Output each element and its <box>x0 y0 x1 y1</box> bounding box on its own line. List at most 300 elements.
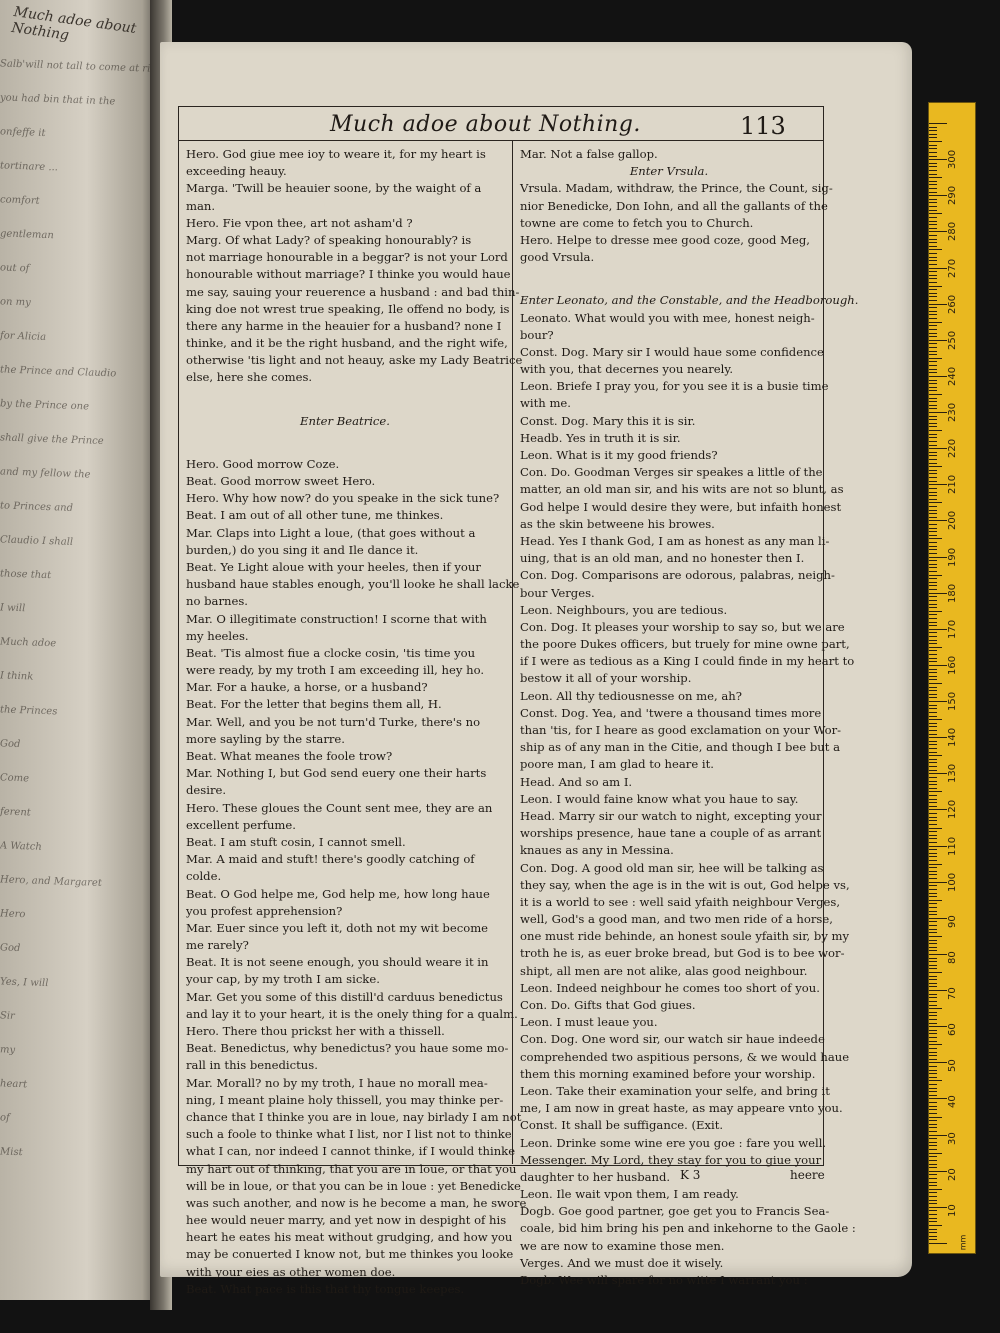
facing-page-line: the Prince and Claudio <box>0 364 117 380</box>
facing-page-line: Yes, I will <box>0 976 49 990</box>
ruler-tick <box>929 954 947 955</box>
ruler-tick <box>929 137 937 138</box>
ruler-tick <box>929 907 937 908</box>
page-number: 113 <box>740 112 786 140</box>
ruler-tick <box>929 622 937 623</box>
ruler-tick <box>929 152 937 153</box>
text-line: comprehended two aspitious persons, & we would haue <box>520 1049 850 1064</box>
text-line: them this morning examined before your worship. <box>520 1066 816 1081</box>
ruler-tick <box>929 358 942 359</box>
ruler-tick <box>929 340 947 341</box>
ruler-tick <box>929 354 937 355</box>
ruler-tick <box>929 1124 937 1125</box>
text-line: me rarely? <box>186 938 249 953</box>
facing-page-line: comfort <box>0 194 40 207</box>
ruler-tick <box>929 416 937 417</box>
text-line: coale, bid him bring his pen and inkehorne to the Gaole : <box>520 1221 856 1236</box>
facing-page-line: tortinare ... <box>0 160 58 174</box>
text-line: excellent perfume. <box>186 817 296 832</box>
facing-page-line: gentleman <box>0 228 54 242</box>
text-line: else, here she comes. <box>186 370 313 385</box>
ruler-tick <box>929 1012 937 1013</box>
facing-page-line: onfeffe it <box>0 126 46 139</box>
text-line: Beat. O God helpe me, God help me, how long haue <box>186 886 490 901</box>
ruler-tick <box>929 813 937 814</box>
text-line: desire. <box>186 783 227 798</box>
text-line: shipt, all men are not alike, alas good neighbour. <box>520 963 808 978</box>
ruler-tick <box>929 253 937 254</box>
ruler-tick <box>929 1207 947 1208</box>
ruler-tick <box>929 1160 937 1161</box>
ruler-tick <box>929 304 947 305</box>
blank-line <box>186 430 504 456</box>
text-line: Con. Do. Goodman Verges sir speakes a little of the <box>520 465 823 480</box>
ruler-label: 100 <box>947 872 958 892</box>
ruler-tick <box>929 430 942 431</box>
ruler-tick <box>929 325 937 326</box>
ruler-tick <box>929 275 937 276</box>
ruler-tick <box>929 437 937 438</box>
ruler-label: 210 <box>947 475 958 495</box>
text-line: Leon. Neighbours, you are tedious. <box>520 602 728 617</box>
ruler-tick <box>929 824 937 825</box>
ruler-tick <box>929 687 937 688</box>
facing-page-line: Claudio I shall <box>0 534 74 548</box>
text-line: Leon. I must leaue you. <box>520 1015 658 1030</box>
ruler-tick <box>929 788 937 789</box>
ruler-tick <box>929 564 937 565</box>
ruler-tick <box>929 936 942 937</box>
ruler-tick <box>929 520 947 521</box>
ruler-tick <box>929 1102 937 1103</box>
ruler-tick <box>929 434 937 435</box>
ruler-tick <box>929 994 937 995</box>
ruler-tick <box>929 929 937 930</box>
text-line: bestow it all of your worship. <box>520 671 692 686</box>
text-line: honourable without marriage? I thinke you would haue <box>186 267 511 282</box>
text-line: were ready, by my troth I am exceeding ill, hey ho. <box>186 663 485 678</box>
facing-page-line: I will <box>0 602 26 615</box>
ruler-label: 200 <box>947 511 958 531</box>
facing-page-line: A Watch <box>0 840 42 853</box>
ruler-label: 250 <box>947 330 958 350</box>
ruler-label: 110 <box>947 836 958 856</box>
text-line: Leonato. What would you with mee, honest neigh- <box>520 310 815 325</box>
ruler-tick <box>929 1185 937 1186</box>
ruler-tick <box>929 452 937 453</box>
facing-page-line: Hero <box>0 908 26 921</box>
ruler-tick <box>929 481 937 482</box>
ruler-tick <box>929 282 937 283</box>
text-line: rall in this benedictus. <box>186 1058 318 1073</box>
ruler-tick <box>929 1225 942 1226</box>
ruler-tick <box>929 1135 947 1136</box>
text-line: no barnes. <box>186 594 248 609</box>
text-line: Leon. I would faine know what you haue to say. <box>520 791 799 806</box>
ruler-tick <box>929 260 937 261</box>
ruler-tick <box>929 838 937 839</box>
ruler-tick <box>929 1178 937 1179</box>
facing-page-line: God <box>0 738 21 751</box>
ruler-tick <box>929 513 937 514</box>
facing-page-line: my <box>0 1044 16 1056</box>
ruler-tick <box>929 166 937 167</box>
ruler-tick <box>929 1001 937 1002</box>
ruler-tick <box>929 585 937 586</box>
text-line: Con. Dog. Comparisons are odorous, palabras, neigh- <box>520 568 835 583</box>
text-line: well, God's a good man, and two men ride of a horse, <box>520 912 833 927</box>
ruler-tick <box>929 528 937 529</box>
ruler-tick <box>929 224 937 225</box>
text-line: hee would neuer marry, and yet now in despight of his <box>186 1213 507 1228</box>
text-line: Hero. Fie vpon thee, art not asham'd ? <box>186 215 413 230</box>
ruler-tick <box>929 730 937 731</box>
ruler-tick <box>929 333 937 334</box>
ruler-tick <box>929 669 937 670</box>
ruler-tick <box>929 643 937 644</box>
ruler-tick <box>929 958 937 959</box>
ruler-tick <box>929 383 937 384</box>
ruler-label: 20 <box>947 1168 958 1181</box>
text-line: you profest apprehension? <box>186 903 343 918</box>
ruler-tick <box>929 445 937 446</box>
ruler-label: 220 <box>947 439 958 459</box>
ruler-tick <box>929 202 937 203</box>
text-line: nior Benedicke, Don Iohn, and all the gallants of the <box>520 198 828 213</box>
ruler-tick <box>929 640 937 641</box>
ruler-tick <box>929 1066 937 1067</box>
ruler-tick <box>929 853 937 854</box>
ruler-tick <box>929 314 937 315</box>
ruler-tick <box>929 676 937 677</box>
facing-page-line: ferent <box>0 806 31 819</box>
text-line: Con. Dog. One word sir, our watch sir haue indeede <box>520 1032 825 1047</box>
ruler-tick <box>929 607 937 608</box>
ruler-tick <box>929 632 937 633</box>
text-line: poore man, I am glad to heare it. <box>520 757 714 772</box>
running-title: Much adoe about Nothing. <box>330 112 641 137</box>
ruler-tick <box>929 1145 937 1146</box>
ruler-tick <box>929 307 937 308</box>
ruler-tick <box>929 195 947 196</box>
ruler-label: 140 <box>947 728 958 748</box>
text-line: ning, I meant plaine holy thissell, you may thinke per- <box>186 1092 504 1107</box>
text-line: God helpe I would desire they were, but infaith honest <box>520 499 842 514</box>
text-line: Head. And so am I. <box>520 774 633 789</box>
ruler-tick <box>929 206 937 207</box>
ruler-tick <box>929 773 947 774</box>
ruler-tick <box>929 466 942 467</box>
facing-page-line: Much adoe <box>0 636 57 650</box>
ruler-tick <box>929 549 937 550</box>
ruler-label: 290 <box>947 186 958 206</box>
facing-page-line: Come <box>0 772 30 785</box>
blank-line <box>186 387 504 413</box>
ruler-tick <box>929 192 937 193</box>
ruler-tick <box>929 1229 937 1230</box>
ruler-tick <box>929 159 947 160</box>
text-line: Con. Do. Gifts that God giues. <box>520 998 696 1012</box>
ruler-tick <box>929 961 937 962</box>
ruler-tick <box>929 596 937 597</box>
ruler-label: 230 <box>947 402 958 423</box>
ruler-tick <box>929 177 942 178</box>
text-line: Con. Dog. It pleases your worship to say so, but we are <box>520 619 845 634</box>
stage-direction: Enter Vrsula. <box>629 164 709 179</box>
text-line: Const. Dog. Yea, and 'twere a thousand times more <box>520 705 822 720</box>
text-line: Const. It shall be suffigance. (Exit. <box>520 1118 724 1133</box>
ruler-tick <box>929 408 937 409</box>
ruler-tick <box>929 802 937 803</box>
ruler-tick <box>929 629 947 630</box>
text-line: matter, an old man sir, and his wits are not so blunt, as <box>520 482 844 497</box>
ruler-label: 30 <box>947 1131 958 1145</box>
ruler-tick <box>929 1109 937 1110</box>
ruler-tick <box>929 531 937 532</box>
text-line: Mar. Nothing I, but God send euery one their harts <box>186 766 487 781</box>
ruler-tick <box>929 134 937 135</box>
ruler-tick <box>929 744 937 745</box>
ruler-tick <box>929 658 937 659</box>
ruler-tick <box>929 123 947 124</box>
ruler-tick <box>929 723 937 724</box>
ruler-label: 260 <box>947 294 958 314</box>
ruler-label: 120 <box>947 800 958 820</box>
text-line: bour Verges. <box>520 585 595 600</box>
text-line: and lay it to your heart, it is the onely thing for a qualm. <box>186 1006 518 1021</box>
ruler-tick <box>929 795 937 796</box>
ruler-tick <box>929 683 942 684</box>
ruler-tick <box>929 694 937 695</box>
text-line: Mar. O illegitimate construction! I scorne that with <box>186 611 487 626</box>
text-line: Leon. Ile wait vpon them, I am ready. <box>520 1187 739 1202</box>
ruler-tick <box>929 347 937 348</box>
text-line: such a foole to thinke what I list, nor I list not to thinke <box>186 1127 512 1142</box>
ruler-tick <box>929 593 947 594</box>
ruler-tick <box>929 1023 937 1024</box>
ruler-tick <box>929 889 937 890</box>
ruler-tick <box>929 726 937 727</box>
facing-page-line: and my fellow the <box>0 466 91 481</box>
ruler-tick <box>929 1196 937 1197</box>
ruler-tick <box>929 163 937 164</box>
ruler-tick <box>929 174 937 175</box>
ruler-tick <box>929 712 937 713</box>
ruler-tick <box>929 1232 937 1233</box>
text-line: bour? <box>520 327 554 342</box>
text-line: Beat. For the letter that begins them all, H. <box>186 697 442 712</box>
ruler-tick <box>929 604 937 605</box>
facing-page-line: Sir <box>0 1010 15 1022</box>
ruler-tick <box>929 1030 937 1031</box>
ruler-tick <box>929 968 937 969</box>
text-line: me, I am now in great haste, as may appeare vnto you. <box>520 1101 843 1116</box>
ruler-label: 170 <box>947 619 958 639</box>
text-line: Beat. I am stuft cosin, I cannot smell. <box>186 834 406 849</box>
text-line: man. <box>186 198 216 213</box>
text-line: my hart out of thinking, that you are in loue, or that you <box>186 1161 517 1176</box>
text-line: uing, that is an old man, and no honester then I. <box>520 551 805 566</box>
text-line: Beat. What pace is this that thy tongue keepes. <box>186 1281 465 1296</box>
ruler-label: 60 <box>947 1023 958 1037</box>
ruler-tick <box>929 221 937 222</box>
ruler-tick <box>929 820 937 821</box>
ruler-tick <box>929 734 937 735</box>
ruler-tick <box>929 448 947 449</box>
text-line: not marriage honourable in a beggar? is not your Lord <box>186 250 508 265</box>
ruler-tick <box>929 336 937 337</box>
ruler-tick <box>929 268 947 269</box>
ruler-tick <box>929 1221 937 1222</box>
text-line: Head. Marry sir our watch to night, excepting your <box>520 808 822 823</box>
ruler-tick <box>929 524 937 525</box>
facing-page-line: to Princes and <box>0 500 73 514</box>
ruler-tick <box>929 517 937 518</box>
ruler-tick <box>929 701 947 702</box>
ruler-label: 300 <box>947 150 958 170</box>
ruler-tick <box>929 242 937 243</box>
ruler-tick <box>929 1164 937 1165</box>
ruler-tick <box>929 300 937 301</box>
ruler-tick <box>929 199 937 200</box>
ruler-tick <box>929 748 937 749</box>
ruler-tick <box>929 1214 937 1215</box>
text-line: they say, when the age is in the wit is out, God helpe vs, <box>520 877 850 892</box>
ruler-tick <box>929 567 937 568</box>
text-line: thinke, and it be the right husband, and the right wife, <box>186 336 508 351</box>
ruler-tick <box>929 1218 937 1219</box>
text-line: we are now to examine those men. <box>520 1238 725 1253</box>
ruler-tick <box>929 979 937 980</box>
facing-page-line: I think <box>0 670 34 683</box>
text-line: Hero. These gloues the Count sent mee, they are an <box>186 800 493 815</box>
ruler-tick <box>929 697 937 698</box>
ruler-tick <box>929 759 937 760</box>
ruler-tick <box>929 1236 937 1237</box>
ruler-tick <box>929 239 937 240</box>
ruler-tick <box>929 1098 947 1099</box>
text-line: Hero. Helpe to dresse mee good coze, good Meg, <box>520 232 810 247</box>
ruler-tick <box>929 394 942 395</box>
ruler-tick <box>929 611 942 612</box>
text-line: Mar. Claps into Light a loue, (that goes without a <box>186 525 476 540</box>
text-line: with you, that decernes you nearely. <box>520 362 734 377</box>
ruler-tick <box>929 600 937 601</box>
ruler-tick <box>929 636 937 637</box>
ruler-tick <box>929 257 937 258</box>
ruler-tick <box>929 311 937 312</box>
text-line: good Vrsula. <box>520 250 595 265</box>
ruler-tick <box>929 1055 937 1056</box>
ruler-tick <box>929 986 937 987</box>
ruler-tick <box>929 925 937 926</box>
ruler-tick <box>929 1015 937 1016</box>
ruler-tick <box>929 1059 937 1060</box>
ruler-tick <box>929 365 937 366</box>
text-line: Mar. A maid and stuft! there's goodly catching of <box>186 852 475 867</box>
stage-direction: Enter Leonato, and the Constable, and the Headborough. <box>520 293 859 308</box>
text-line: Hero. God giue mee ioy to weare it, for my heart is <box>186 147 486 161</box>
text-line: Mar. For a hauke, a horse, or a husband? <box>186 680 428 695</box>
ruler-tick <box>929 914 937 915</box>
ruler-tick <box>929 705 937 706</box>
text-line: Mar. Not a false gallop. <box>520 147 658 161</box>
ruler-tick <box>929 1091 937 1092</box>
ruler-tick <box>929 1120 937 1121</box>
ruler-tick <box>929 661 937 662</box>
ruler-tick <box>929 575 942 576</box>
ruler-tick <box>929 1239 937 1240</box>
ruler-tick <box>929 762 937 763</box>
ruler-tick <box>929 1156 937 1157</box>
ruler-tick <box>929 426 937 427</box>
ruler-tick <box>929 932 937 933</box>
text-line: Leon. All thy tediousnesse on me, ah? <box>520 688 742 703</box>
ruler-tick <box>929 1048 937 1049</box>
ruler-tick <box>929 835 937 836</box>
ruler-label: 40 <box>947 1095 958 1109</box>
ruler-tick <box>929 918 947 919</box>
ruler-tick <box>929 278 937 279</box>
ruler-tick <box>929 322 942 323</box>
ruler-tick <box>929 799 937 800</box>
ruler-tick <box>929 1192 937 1193</box>
facing-page-line: Salb'will not tall to come at ri <box>0 58 151 75</box>
facing-page-running-title: Much adoe about Nothing <box>10 3 138 44</box>
ruler-tick <box>929 296 937 297</box>
ruler-tick <box>929 441 937 442</box>
text-line: there any harme in the heauier for a husband? none I <box>186 318 502 333</box>
text-line: Const. Dog. Mary this it is sir. <box>520 413 696 428</box>
text-line: my heeles. <box>186 628 249 643</box>
ruler-tick <box>929 499 937 500</box>
text-line: may be conuerted I know not, but me thinkes you looke <box>186 1247 514 1262</box>
facing-page-left <box>0 0 158 1300</box>
ruler-tick <box>929 246 937 247</box>
text-line: was such another, and now is he become a man, he swore <box>186 1195 527 1210</box>
ruler-tick <box>929 372 937 373</box>
ruler-label: 150 <box>947 691 958 712</box>
text-line: Beat. Benedictus, why benedictus? you haue some mo- <box>186 1041 509 1056</box>
ruler-tick <box>929 351 937 352</box>
facing-page-line: of <box>0 1112 10 1124</box>
ruler-tick <box>929 1008 942 1009</box>
text-line: than 'tis, for I heare as good exclamation on your Wor- <box>520 723 842 737</box>
ruler-tick <box>929 1203 937 1204</box>
ruler-tick <box>929 903 937 904</box>
ruler-tick <box>929 484 947 485</box>
ruler-tick <box>929 860 937 861</box>
ruler-tick <box>929 708 937 709</box>
text-line: Beat. Good morrow sweet Hero. <box>186 474 376 488</box>
facing-page-line: by the Prince one <box>0 398 90 413</box>
ruler-tick <box>929 369 937 370</box>
ruler-label: 180 <box>947 583 958 603</box>
text-line: Beat. What meanes the foole trow? <box>186 749 393 763</box>
ruler-tick <box>929 376 947 377</box>
ruler-tick <box>929 361 937 362</box>
ruler-tick <box>929 553 937 554</box>
text-line: Hero. Why how now? do you speake in the sick tune? <box>186 491 500 506</box>
ruler-tick <box>929 766 937 767</box>
ruler-tick <box>929 983 937 984</box>
text-column-left <box>186 146 527 1298</box>
ruler-tick <box>929 156 937 157</box>
text-line: Mar. Morall? no by my troth, I haue no morall mea- <box>186 1075 488 1090</box>
ruler-tick <box>929 560 937 561</box>
text-line: Leon. Indeed neighbour he comes too short of you. <box>520 980 820 995</box>
ruler-tick <box>929 329 937 330</box>
